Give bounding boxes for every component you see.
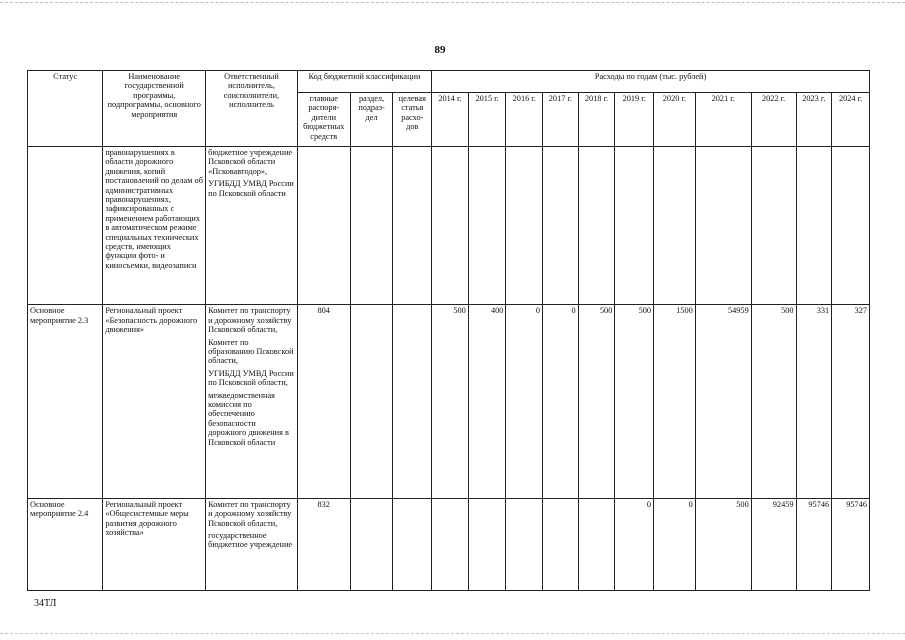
table-row (28, 305, 870, 498)
row-section (350, 147, 393, 305)
footer-code: 34ТЛ (34, 598, 57, 609)
row-responsible (206, 147, 298, 305)
row-name: правонарушениях в области дорожного движения, копий постановлений по делам об административных правонарушениях, зафиксированных с применением работающих в автоматическом режиме специальных технических средств, имеющих функции фото- и киносъемки, видеозаписи (103, 147, 206, 305)
row-year-value (578, 147, 615, 305)
row-responsible (206, 498, 298, 590)
scan-edge-bottom (0, 633, 905, 634)
row-year-value (506, 498, 543, 590)
header-year: 2016 г. (506, 93, 543, 147)
header-chief-managers: главные распоря-дители бюджетных средств (297, 93, 350, 147)
header-target-article: целевая статья расхо-дов (393, 93, 432, 147)
budget-table (27, 70, 870, 591)
row-year-value: 92459 (751, 498, 796, 590)
row-year-value: 0 (506, 305, 543, 498)
responsible-entity: Комитет по транспорту и дорожному хозяйству Псковской области, (208, 499, 292, 528)
row-year-value (543, 498, 579, 590)
header-year: 2023 г. (796, 93, 832, 147)
header-year: 2019 г. (615, 93, 654, 147)
table-row (28, 147, 870, 305)
row-year-value (751, 147, 796, 305)
row-target-article (393, 147, 432, 305)
row-target-article (393, 498, 432, 590)
row-status: Основное мероприятие 2.4 (28, 498, 103, 590)
table-row (28, 498, 870, 590)
header-budget-code: Код бюджетной классификации (297, 71, 431, 93)
row-year-value (432, 147, 469, 305)
row-target-article (393, 305, 432, 498)
responsible-entity: Комитет по образованию Псковской области, (208, 337, 294, 366)
scan-edge-top (0, 2, 905, 3)
responsible-entity: УГИБДД УМВД России по Псковской области, (208, 368, 294, 388)
row-status (28, 147, 103, 305)
row-section (350, 498, 393, 590)
row-year-value: 500 (695, 498, 751, 590)
row-year-value (832, 147, 870, 305)
row-year-value (543, 147, 579, 305)
row-year-value (468, 147, 506, 305)
responsible-entity: государственное бюджетное учреждение (208, 530, 293, 550)
row-year-value: 500 (751, 305, 796, 498)
header-year: 2020 г. (654, 93, 696, 147)
header-section: раздел, подраз-дел (350, 93, 393, 147)
row-year-value: 500 (578, 305, 615, 498)
header-status: Статус (28, 71, 103, 147)
responsible-entity: Комитет по транспорту и дорожному хозяйству Псковской области, (208, 306, 292, 335)
responsible-entity: межведомственная комиссия по обеспечению безопасности дорожного движения в Псковской области (208, 390, 289, 447)
responsible-entity: УГИБДД УМВД России по Псковской области (208, 179, 294, 198)
row-year-value: 1500 (654, 305, 696, 498)
page-number: 89 (434, 44, 446, 56)
row-year-value: 54959 (695, 305, 751, 498)
responsible-entity: бюджетное учреждение Псковской области «Псковавтодор», (208, 148, 293, 176)
row-chief-manager (297, 147, 350, 305)
row-year-value: 95746 (796, 498, 832, 590)
row-year-value (578, 498, 615, 590)
row-year-value (432, 498, 469, 590)
row-responsible (206, 305, 298, 498)
row-year-value: 0 (615, 498, 654, 590)
row-year-value: 400 (468, 305, 506, 498)
row-name: Региональный проект «Общесистемные меры развития дорожного хозяйства» (103, 498, 206, 590)
header-year: 2014 г. (432, 93, 469, 147)
row-name: Региональный проект «Безопасность дорожного движения» (103, 305, 206, 498)
row-chief-manager: 804 (297, 305, 350, 498)
header-year: 2018 г. (578, 93, 615, 147)
header-year: 2024 г. (832, 93, 870, 147)
row-year-value: 331 (796, 305, 832, 498)
row-year-value: 95746 (832, 498, 870, 590)
row-year-value (468, 498, 506, 590)
row-chief-manager: 832 (297, 498, 350, 590)
row-year-value (695, 147, 751, 305)
header-year: 2022 г. (751, 93, 796, 147)
header-year: 2017 г. (543, 93, 579, 147)
row-year-value (654, 147, 696, 305)
row-status: Основное мероприятие 2.3 (28, 305, 103, 498)
row-year-value: 0 (654, 498, 696, 590)
row-section (350, 305, 393, 498)
row-year-value (796, 147, 832, 305)
header-expenses: Расходы по годам (тыс. рублей) (432, 71, 870, 93)
header-year: 2015 г. (468, 93, 506, 147)
header-name: Наименование государственной программы, подпрограммы, основного мероприятия (103, 71, 206, 147)
row-year-value: 0 (543, 305, 579, 498)
header-year: 2021 г. (695, 93, 751, 147)
row-year-value: 500 (615, 305, 654, 498)
row-year-value (506, 147, 543, 305)
row-year-value: 500 (432, 305, 469, 498)
row-year-value: 327 (832, 305, 870, 498)
header-responsible: Ответственный исполнитель, соисполнители, исполнитель (206, 71, 298, 147)
row-year-value (615, 147, 654, 305)
